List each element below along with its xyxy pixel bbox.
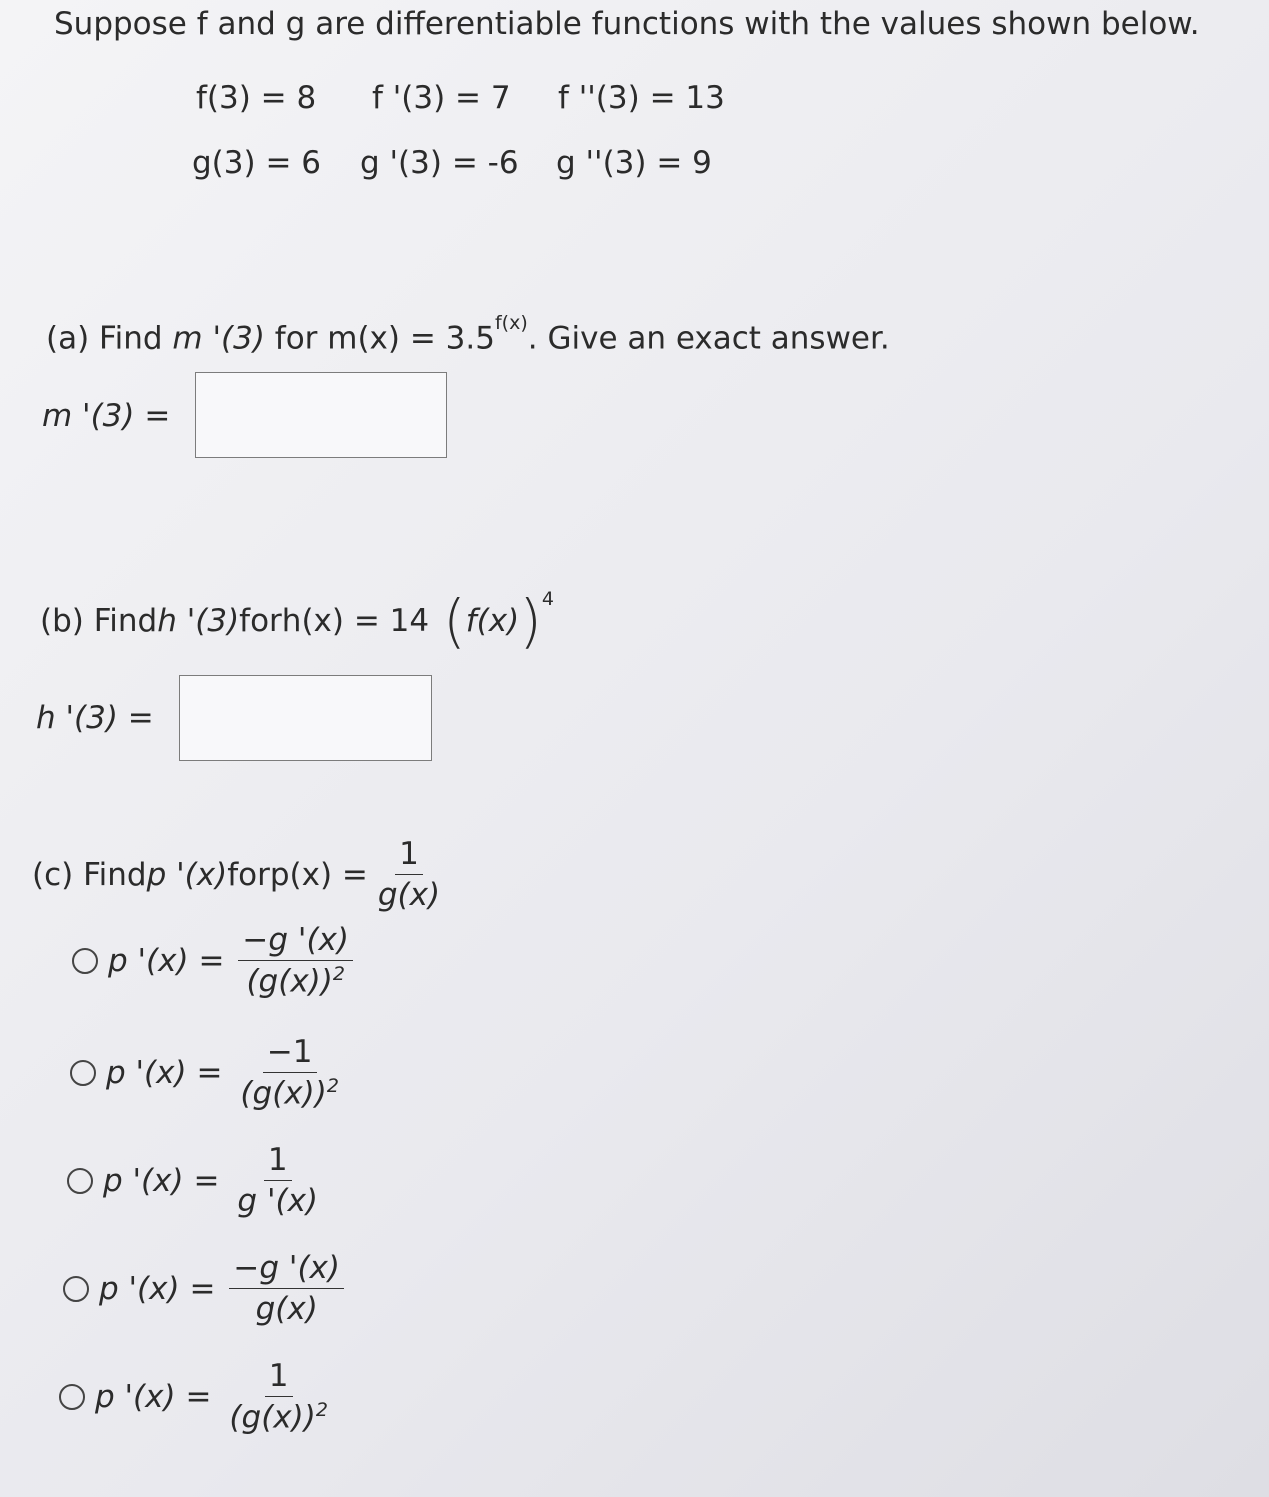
part-a-answer-label: m '(3) =	[42, 398, 171, 434]
option-2-radio[interactable]	[70, 1060, 96, 1086]
option-5-radio[interactable]	[59, 1384, 85, 1410]
f-value: f(3) = 8	[196, 80, 317, 116]
part-b-answer-label: h '(3) =	[36, 700, 154, 736]
option-1[interactable]: p '(x) = $\frac{-g '(x)}{(g(x))^2}$	[72, 922, 353, 999]
g-double-prime-value: g ''(3) = 9	[556, 145, 712, 181]
part-a-question: (a) Find m '(3) for $m(x) = 3.5^{f(x)}$. Give an exact answer.	[46, 312, 890, 357]
option-4[interactable]: p '(x) = $\frac{-g '(x)}{g(x)}$	[63, 1250, 344, 1327]
option-4-radio[interactable]	[63, 1276, 89, 1302]
option-5[interactable]: p '(x) = $\frac{1}{(g(x))^2}$	[59, 1358, 332, 1435]
part-b-question: (b) Find h '(3) for h(x) = 14 ( f(x) ) $^4$	[40, 587, 554, 655]
intro-text: Suppose f and g are differentiable functions with the values shown below.	[54, 6, 1200, 42]
part-c-fraction: $\frac{1}{g(x)}$	[377, 836, 441, 913]
part-b-answer-input[interactable]	[179, 675, 432, 761]
part-a-answer-input[interactable]	[195, 372, 447, 458]
part-c-question: (c) Find p '(x) for p(x) = $\frac{1}{g(x)}$	[32, 836, 444, 913]
option-2[interactable]: p '(x) = $\frac{-1}{(g(x))^2}$	[70, 1034, 343, 1111]
g-prime-value: g '(3) = -6	[360, 145, 519, 181]
option-1-radio[interactable]	[72, 948, 98, 974]
g-value: g(3) = 6	[192, 145, 321, 181]
option-3[interactable]: p '(x) = $\frac{1}{g '(x)}$	[67, 1142, 322, 1219]
f-double-prime-value: f ''(3) = 13	[558, 80, 725, 116]
f-prime-value: f '(3) = 7	[372, 80, 511, 116]
option-3-radio[interactable]	[67, 1168, 93, 1194]
